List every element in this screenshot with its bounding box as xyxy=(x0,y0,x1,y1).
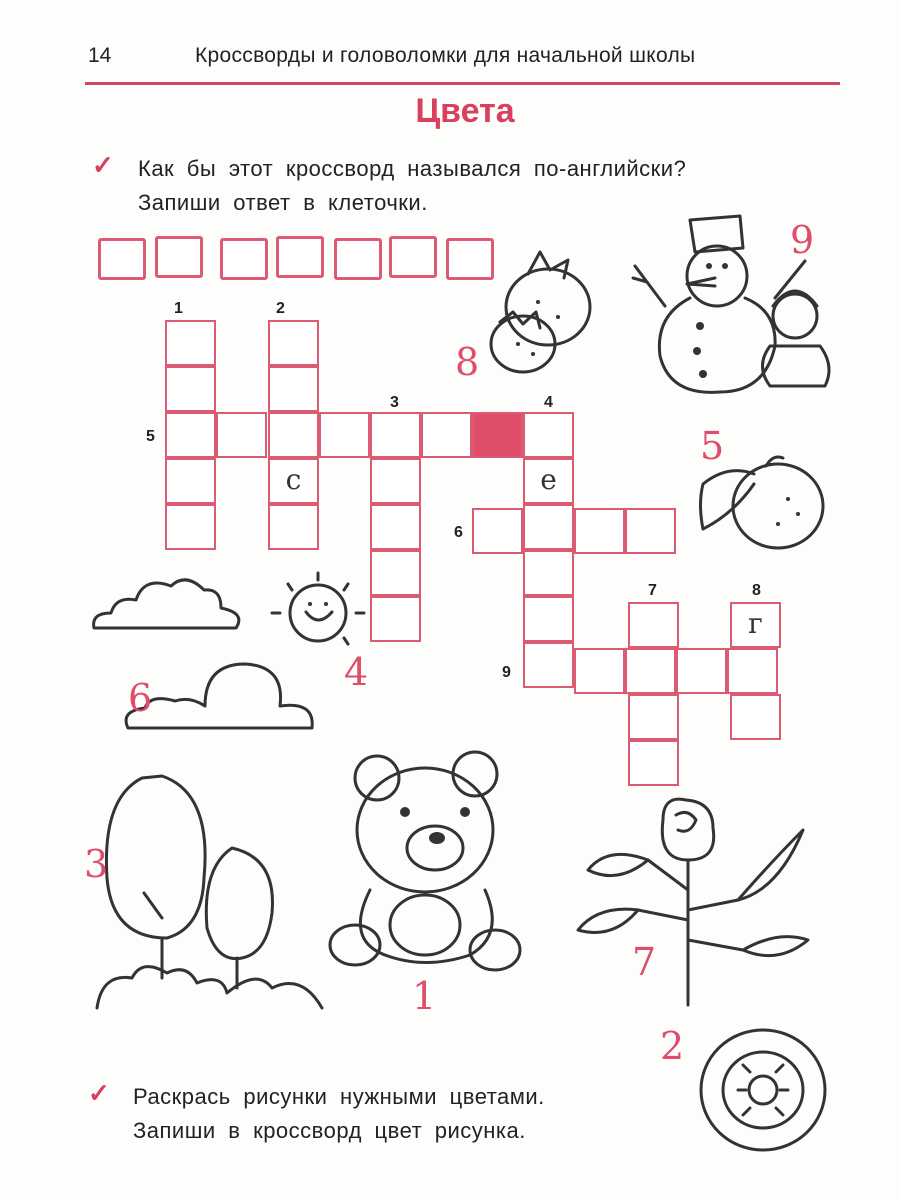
picture-number: 4 xyxy=(344,650,369,694)
crossword-cell[interactable] xyxy=(268,412,319,458)
crossword-cell[interactable] xyxy=(574,648,625,694)
crossword-cell[interactable]: е xyxy=(523,458,574,504)
crossword-cell[interactable] xyxy=(625,508,676,554)
task1-line2: Запиши ответ в клеточки. xyxy=(138,190,428,215)
bear-icon xyxy=(325,740,525,980)
crossword-cell[interactable] xyxy=(268,504,319,550)
clue-number: 5 xyxy=(146,428,155,445)
crossword-cell[interactable] xyxy=(625,648,676,694)
crossword-cell[interactable] xyxy=(472,508,523,554)
crossword-cell[interactable] xyxy=(216,412,267,458)
crossword-cell[interactable] xyxy=(370,412,421,458)
crossword-cell[interactable] xyxy=(165,504,216,550)
crossword-cell[interactable] xyxy=(165,458,216,504)
tree-icon xyxy=(92,768,352,1018)
check-icon: ✓ xyxy=(92,150,114,180)
crossword-cell[interactable] xyxy=(370,550,421,596)
crossword-cell[interactable] xyxy=(727,648,778,694)
task2-instructions xyxy=(133,1080,545,1148)
crossword-cell[interactable] xyxy=(523,412,574,458)
answer-box[interactable] xyxy=(334,238,382,280)
clue-number: 6 xyxy=(454,524,463,541)
crossword-cell-shaded xyxy=(472,412,523,458)
crossword-cell[interactable] xyxy=(676,648,727,694)
picture-number: 1 xyxy=(412,974,437,1018)
crossword-cell[interactable] xyxy=(523,596,574,642)
crossword-cell[interactable] xyxy=(523,504,574,550)
task2-line1: Раскрась рисунки нужными цветами. xyxy=(133,1084,545,1109)
picture-number: 5 xyxy=(700,424,725,468)
crossword-cell[interactable]: г xyxy=(730,602,781,648)
crossword-cell[interactable] xyxy=(268,366,319,412)
picture-number: 7 xyxy=(632,940,657,984)
answer-box[interactable] xyxy=(98,238,146,280)
header-divider xyxy=(85,82,840,85)
picture-number: 8 xyxy=(455,340,480,384)
rose-icon xyxy=(568,790,838,1010)
task1-instructions xyxy=(138,152,686,220)
crossword-cell[interactable] xyxy=(268,320,319,366)
crossword-cell[interactable] xyxy=(730,694,781,740)
clue-number: 4 xyxy=(544,394,553,411)
answer-box[interactable] xyxy=(389,236,437,278)
strawberry-icon xyxy=(478,232,608,382)
picture-number: 2 xyxy=(660,1024,685,1068)
clue-number: 9 xyxy=(502,664,511,681)
clue-number: 2 xyxy=(276,300,285,317)
crossword-cell[interactable] xyxy=(165,412,216,458)
picture-number: 3 xyxy=(84,842,109,886)
sun-and-cloud-icon xyxy=(86,568,376,658)
crossword-cell[interactable] xyxy=(628,694,679,740)
crossword-cell[interactable] xyxy=(370,458,421,504)
crossword-cell[interactable] xyxy=(370,504,421,550)
picture-number: 9 xyxy=(790,218,815,262)
task1-line1: Как бы этот кроссворд назывался по-английски? xyxy=(138,156,687,181)
crossword-cell[interactable] xyxy=(574,508,625,554)
crossword-cell[interactable] xyxy=(319,412,370,458)
crossword-cell[interactable] xyxy=(628,602,679,648)
crossword-cell[interactable] xyxy=(165,320,216,366)
page-number: 14 xyxy=(88,44,112,67)
answer-box[interactable] xyxy=(220,238,268,280)
clue-number: 8 xyxy=(752,582,761,599)
crossword-cell[interactable] xyxy=(523,550,574,596)
book-title: Кроссворды и головоломки для начальной школы xyxy=(195,44,696,67)
crossword-cell[interactable] xyxy=(370,596,421,642)
task2-line2: Запиши в кроссворд цвет рисунка. xyxy=(133,1118,526,1143)
clue-number: 1 xyxy=(174,300,183,317)
crossword-cell[interactable] xyxy=(421,412,472,458)
tire-icon xyxy=(688,1020,838,1160)
clue-number: 3 xyxy=(390,394,399,411)
check-icon: ✓ xyxy=(88,1078,110,1108)
crossword-cell[interactable]: с xyxy=(268,458,319,504)
answer-box[interactable] xyxy=(155,236,203,278)
page-title: Цвета xyxy=(415,92,515,130)
clue-number: 7 xyxy=(648,582,657,599)
crossword-cell[interactable] xyxy=(523,642,574,688)
picture-number: 6 xyxy=(128,676,153,720)
crossword-cell[interactable] xyxy=(628,740,679,786)
answer-box[interactable] xyxy=(276,236,324,278)
crossword-cell[interactable] xyxy=(165,366,216,412)
